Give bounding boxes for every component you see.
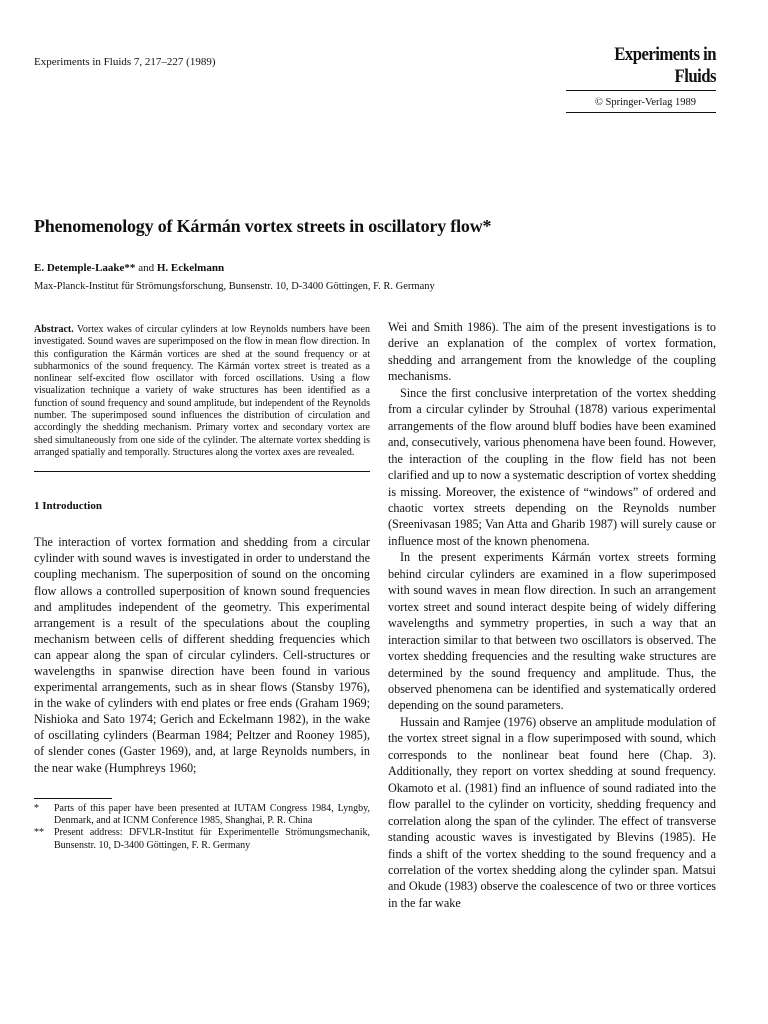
abstract-rule: [34, 471, 370, 472]
header-rule: [566, 90, 716, 91]
journal-brand: [566, 44, 716, 113]
abstract-label: Abstract.: [34, 324, 74, 335]
footnote-text: Parts of this paper have been presented at IUTAM Congress 1984, Lyngby, Denmark, and at ICNM Conference 1985, Shanghai, P. R. China: [54, 802, 370, 826]
section-heading-introduction: 1 Introduction: [34, 500, 102, 513]
affiliation: Max-Planck-Institut für Strömungsforschung, Bunsenstr. 10, D-3400 Göttingen, F. R. Germany: [34, 281, 435, 292]
paper-title: Phenomenology of Kármán vortex streets in oscillatory flow*: [34, 216, 492, 236]
right-paragraph-3: In the present experiments Kármán vortex streets forming behind circular cylinders are examined in a flow superimposed with sound waves in mean flow direction. In such an arrangement vortex street and sound interact despite being of widely differing wavelengths and symmetry properties, in such a way that an interaction similar to that between two oscillators is observed. The vortex shedding frequencies and the resulting wake structures are determined by the sound frequency and amplitude. Thus, the observed phenomena can be identified and systematically ordered depending on the sound parameters.: [388, 550, 716, 713]
right-paragraph-2: Since the first conclusive interpretation of the vortex shedding from a circular cylinder by Strouhal (1878) various experimental arrangements of the flow around bluff bodies have been examined and, consecutively, various phenomena have been found. However, the interaction of the coupling in the flow field has not been clarified and up to now a systematic description of vortex shedding is missing. Moreover, the existence of “windows” of ordered and chaotic vortex streets depending on the Reynolds number (Sreenivasan 1985; Van Atta and Gharib 1987) will surely cause or influence most of the known phenomena.: [388, 385, 717, 548]
footnote-text: Present address: DFVLR-Institut für Experimentelle Strömungsmechanik, Bunsenstr. 10, D-3400 Göttingen, F. R. Germany: [54, 827, 370, 851]
footnote-1: [34, 803, 370, 828]
footnote-mark: *: [34, 802, 39, 814]
journal-name: Experiments in Fluids: [614, 44, 716, 87]
abstract: [34, 324, 370, 459]
abstract-text: Vortex wakes of circular cylinders at low Reynolds numbers have been investigated. Sound waves are superimposed on the flow in mean flow direction. In this configuration the Kármán vortices are shed at the sound frequency or at subharmonics of the sound frequency. The Kármán vortex street is treated as a nonlinear self-excited flow oscillator with forced oscillations. Using a flow visualization technique a variety of wake structures has been identified as a function of sound frequency and sound amplitude, but independent of the Reynolds number. The superimposed sound influences the distribution of circulation and accordingly the shedding mechanism. Primary vortex and secondary vortex are shed simultaneously from one side of the cylinder. The alternate vortex shedding is arranged spatially and temporally. Structures along the vortex axes are revealed.: [34, 324, 370, 458]
right-paragraph-1: Wei and Smith 1986). The aim of the present investigations is to derive an explanation of the complex of vortex formation, shedding and arrangement from the knowledge of the coupling mechanisms.: [388, 320, 716, 384]
footnote-rule: [34, 798, 112, 799]
right-column: [388, 319, 716, 911]
right-paragraph-4: Hussain and Ramjee (1976) observe an amplitude modulation of the vortex street signal in a flow superimposed with sound, which corresponds to the nonlinear beat found here (Chap. 3). Additionally, they report on vortex shedding at sound frequency. Okamoto et al. (1981) find an influence of sound radiated into the flow parallel to the cylinder on vorticity, shedding frequency and correlation along the span of the cylinder. The effect of transverse standing acoustic waves is investigated by Blevins (1985). He finds a shift of the vortex shedding to the sound frequency and a correlation of the vortex shedding along the cylinder span. Matsui and Okude (1983) observe the coalescence of two or three vortices in the far wake: [388, 714, 716, 910]
publisher-line: © Springer-Verlag 1989: [594, 97, 696, 108]
footnote-mark: **: [34, 827, 44, 839]
author-first: E. Detemple-Laake**: [34, 262, 136, 274]
footnote-2: [34, 827, 370, 852]
left-column: [34, 318, 370, 852]
author-line: [34, 262, 224, 274]
header-rule-bottom: [566, 112, 716, 113]
author-conjunction: and: [135, 262, 157, 274]
author-second: H. Eckelmann: [156, 262, 225, 274]
journal-citation: Experiments in Fluids 7, 217–227 (1989): [34, 56, 216, 68]
introduction-paragraph: The interaction of vortex formation and shedding from a circular cylinder with sound waves is investigated in order to understand the coupling mechanism. The superposition of sound on the oncoming flow allows a controlled superposition of known sound frequencies and amplitudes independent of the geometry. This experimental arrangement is a result of the speculations about the coupling mechanism between cells of different shedding frequencies which can appear along the span of circular cylinders. Cell-structures or wavelengths in spanwise direction have been found in various experimental arrangements, such as in shear flows (Stansby 1976), in the wake of cylinders with end plates or free ends (Graham 1969; Nishioka and Sato 1974; Gerich and Eckelmann 1982), in the wake of oscillating cylinders (Bearman 1984; Peltzer and Rooney 1985), of slender cones (Gaster 1969), and, at large Reynolds numbers, in the near wake (Humphreys 1960;: [34, 535, 370, 775]
